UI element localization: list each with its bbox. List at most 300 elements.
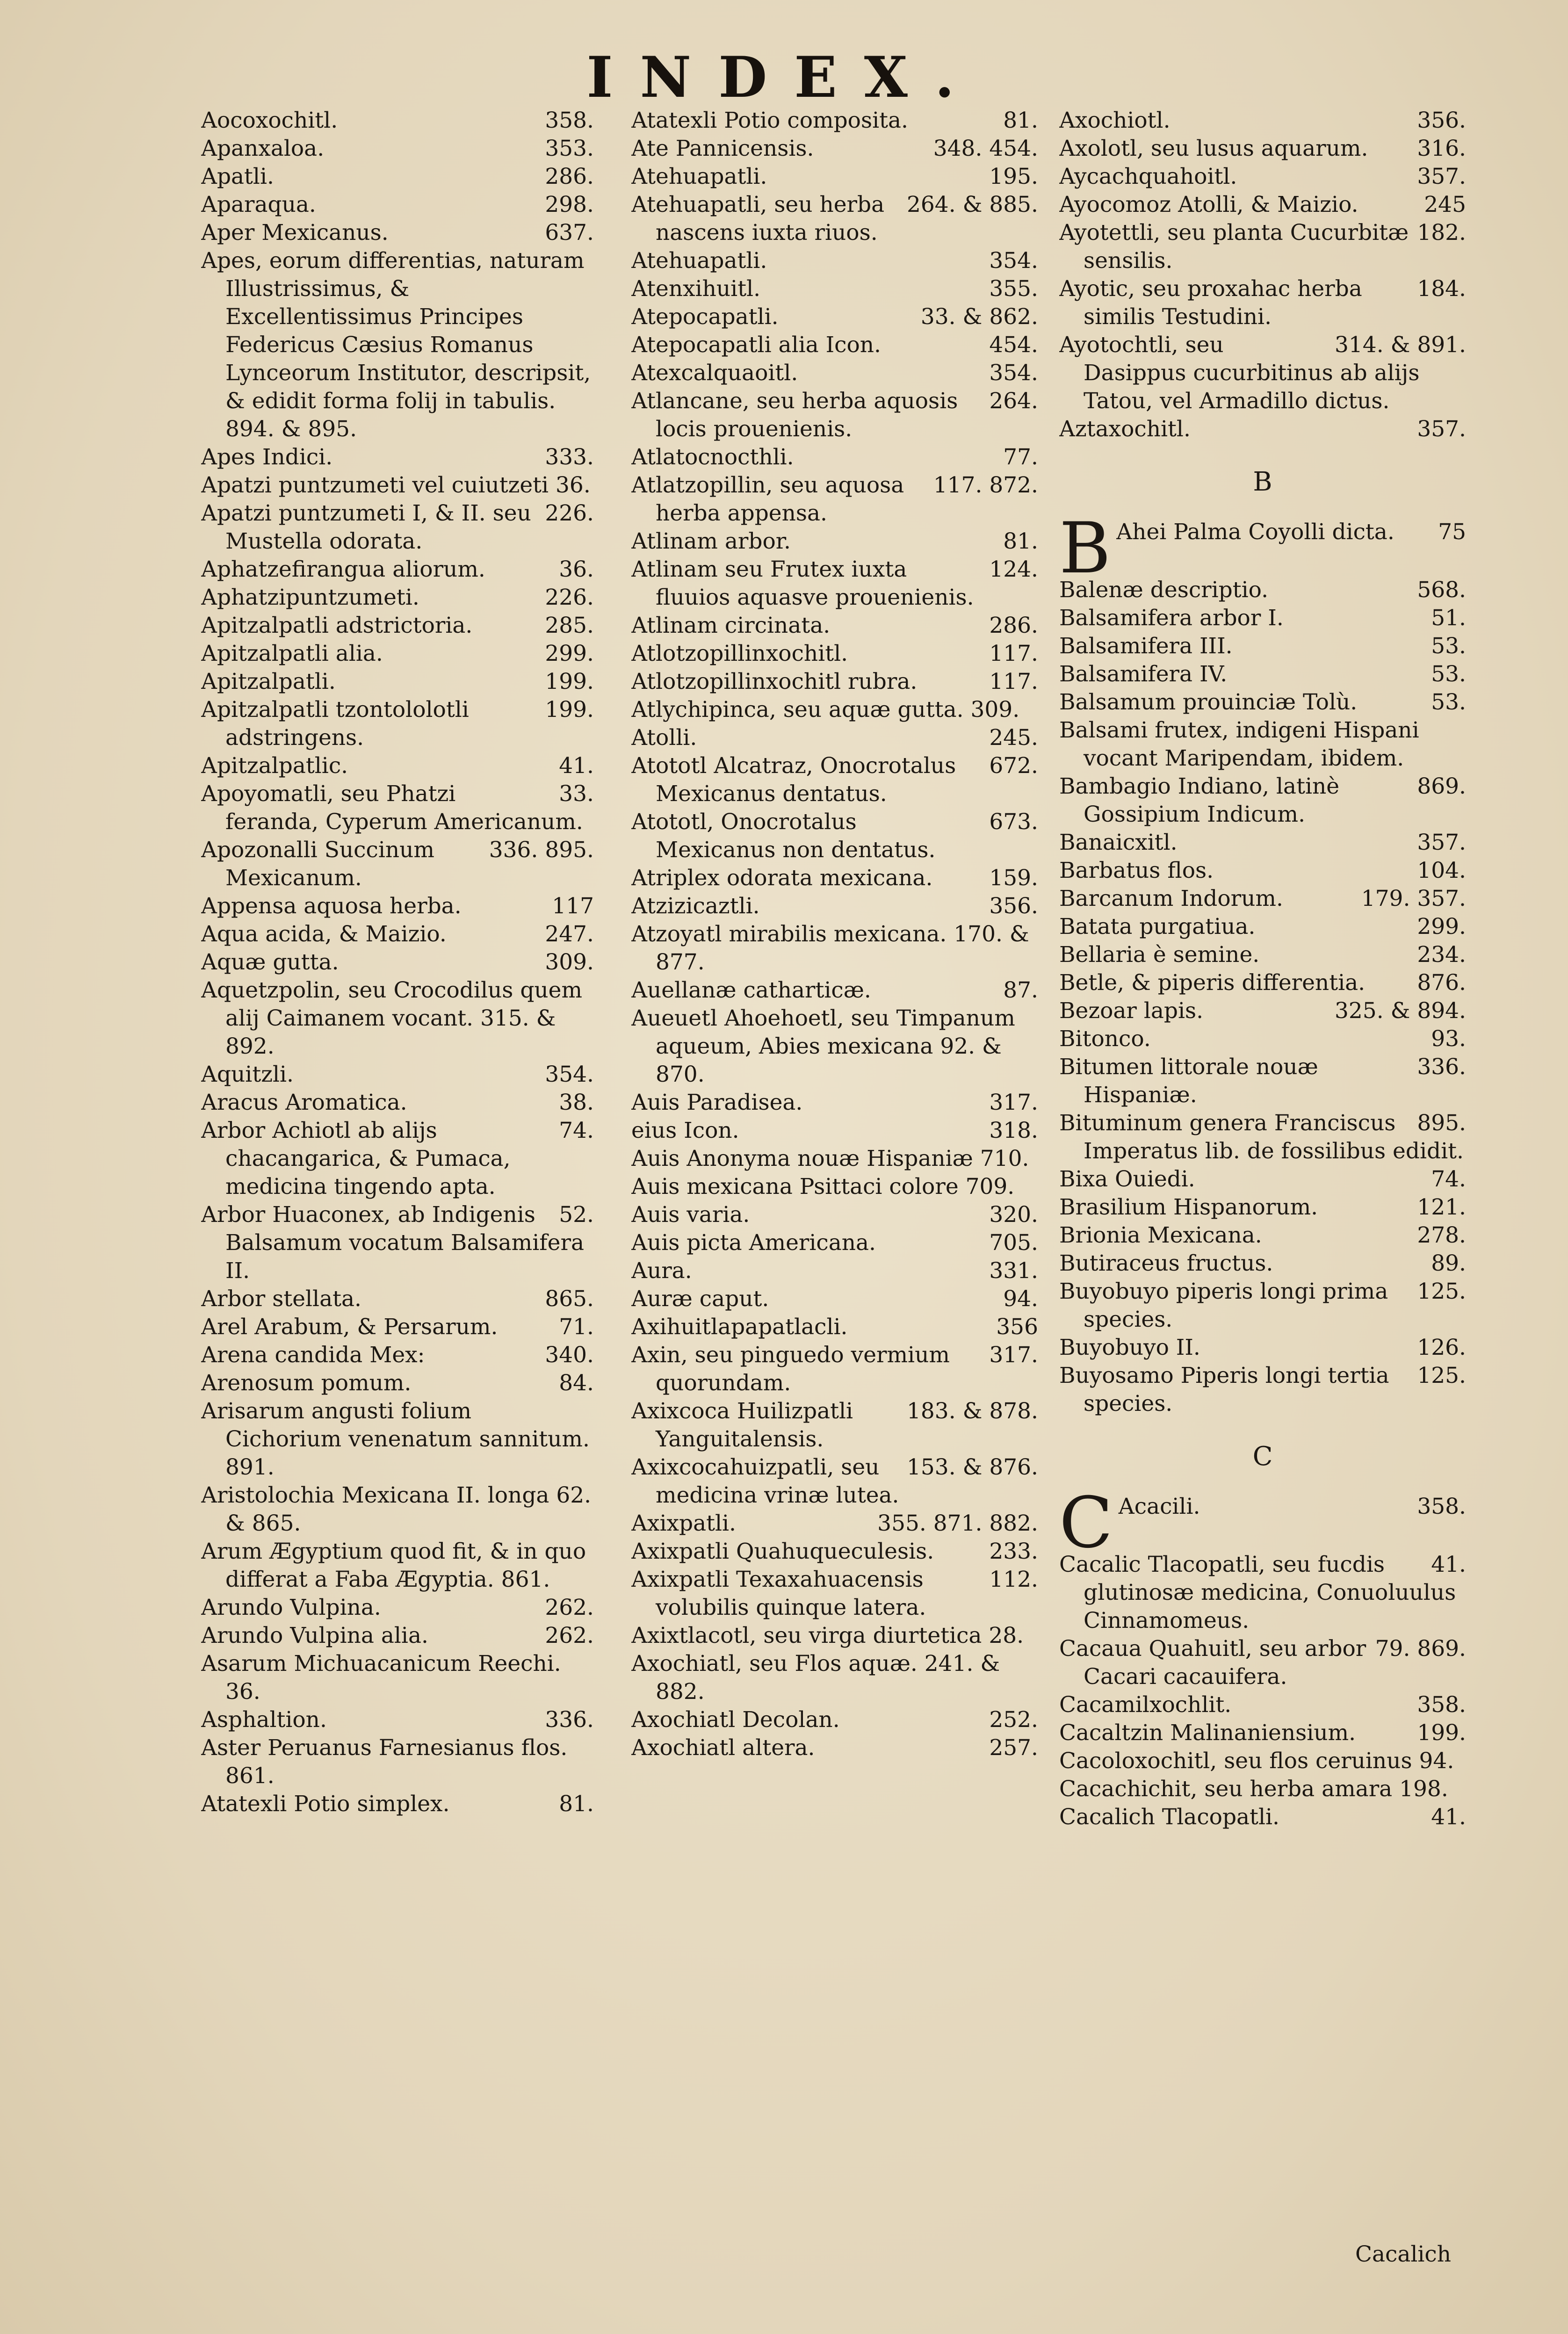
- page-reference: 71.: [559, 1314, 594, 1340]
- index-entry: [1059, 331, 1466, 415]
- drop-cap: B: [1059, 508, 1111, 589]
- index-entry: [1059, 1362, 1466, 1418]
- page-reference: 226.: [545, 500, 594, 526]
- index-entry: [201, 191, 594, 219]
- page-reference: 286.: [545, 164, 594, 189]
- entry-term: Cacamilxochlit.: [1059, 1692, 1232, 1718]
- entry-term: Ayotochtli, seu Dasippus cucurbitinus ab alijs Tatou, vel Armadillo dictus.: [1059, 332, 1420, 414]
- page-reference: 41.: [1431, 1552, 1466, 1577]
- page-reference: 637.: [545, 220, 594, 246]
- index-entry: [201, 1341, 594, 1369]
- index-entry: [1059, 773, 1466, 829]
- entry-term: Bezoar lapis.: [1059, 998, 1204, 1024]
- index-entry: [201, 135, 594, 163]
- entry-term: Aquitzli.: [201, 1062, 294, 1087]
- index-entry: [1059, 1719, 1466, 1747]
- page-reference: 316.: [1417, 136, 1466, 161]
- page-reference: 117.: [989, 669, 1038, 694]
- page-reference: 348. 454.: [933, 136, 1038, 161]
- entry-term: Bellaria è semine.: [1059, 942, 1260, 968]
- index-entry: [631, 1650, 1038, 1706]
- entry-term: Atlinam arbor.: [631, 528, 791, 554]
- page-reference: 75: [1438, 519, 1466, 545]
- index-entry: [1059, 1775, 1466, 1803]
- page-reference: 355.: [989, 276, 1038, 302]
- entry-term: Atlychipinca, seu aquæ gutta. 309.: [631, 697, 1020, 723]
- entry-term: Axochiatl Decolan.: [631, 1707, 840, 1733]
- index-entry: [201, 752, 594, 780]
- page-reference: 233.: [989, 1539, 1038, 1564]
- page-reference: 77.: [1003, 444, 1038, 470]
- page-reference: 52.: [559, 1202, 594, 1228]
- page-reference: 454.: [989, 332, 1038, 358]
- index-entry: [631, 976, 1038, 1004]
- entry-term: Aura.: [631, 1258, 692, 1284]
- page-reference: 672.: [989, 753, 1038, 779]
- index-entry: [631, 1004, 1038, 1089]
- entry-term: Betle, & piperis differentia.: [1059, 970, 1366, 996]
- page-reference: 112.: [989, 1567, 1038, 1592]
- index-entry: [201, 976, 594, 1061]
- index-entry: [201, 471, 594, 499]
- page-reference: 79. 869.: [1375, 1636, 1466, 1662]
- page-reference: 199.: [545, 669, 594, 694]
- page-reference: 84.: [559, 1370, 594, 1396]
- index-entry: [631, 864, 1038, 892]
- page-reference: 317.: [989, 1090, 1038, 1115]
- entry-term: Axixpatli.: [631, 1510, 736, 1536]
- entry-term: Balsamifera IV.: [1059, 661, 1228, 687]
- index-entry: [201, 780, 594, 836]
- index-entry: [1059, 1278, 1466, 1334]
- entry-term: Arbor Achiotl ab alijs chacangarica, & Pumaca, medicina tingendo apta.: [201, 1118, 511, 1200]
- index-entry: [1059, 1482, 1466, 1564]
- index-column-3: [1059, 107, 1466, 2286]
- entry-term: Arundo Vulpina.: [201, 1595, 381, 1620]
- entry-term: Atriplex odorata mexicana.: [631, 865, 933, 891]
- entry-term: Cacaltzin Malinaniensium.: [1059, 1720, 1356, 1746]
- page-reference: 184.: [1417, 276, 1466, 302]
- index-entry: [201, 1313, 594, 1341]
- index-entry: [631, 163, 1038, 191]
- index-entry: [631, 892, 1038, 920]
- page-reference: 41.: [1431, 1804, 1466, 1830]
- index-entry: [1059, 857, 1466, 885]
- entry-term: Arenosum pomum.: [201, 1370, 412, 1396]
- entry-term: Atolli.: [631, 725, 697, 751]
- index-entry: [201, 612, 594, 640]
- index-entry: [1059, 1109, 1466, 1165]
- entry-term: Cacoloxochitl, seu flos ceruinus 94.: [1059, 1748, 1454, 1774]
- entry-term: Apes Indici.: [201, 444, 333, 470]
- index-entry: [201, 948, 594, 976]
- entry-term: Aqua acida, & Maizio.: [201, 921, 447, 947]
- entry-term: Atlinam circinata.: [631, 613, 831, 638]
- index-entry: [631, 556, 1038, 612]
- entry-term: Balenæ descriptio.: [1059, 577, 1269, 603]
- entry-term: Atehuapatli.: [631, 164, 767, 189]
- index-entry: [1059, 576, 1466, 604]
- entry-term: Appensa aquosa herba.: [201, 893, 462, 919]
- entry-term: Arena candida Mex:: [201, 1342, 425, 1368]
- index-entry: [1059, 275, 1466, 331]
- index-entry: [631, 135, 1038, 163]
- entry-term: Arisarum angusti folium Cichorium venenatum sannitum. 891.: [201, 1398, 590, 1480]
- entry-term: Aracus Aromatica.: [201, 1090, 407, 1115]
- index-entry: [631, 1538, 1038, 1566]
- page-reference: 358.: [1417, 1494, 1466, 1519]
- index-entry: [201, 696, 594, 752]
- index-entry: [631, 359, 1038, 387]
- entry-term: Balsamifera arbor I.: [1059, 605, 1284, 631]
- entry-term: Atlancane, seu herba aquosis locis prouenienis.: [631, 388, 958, 442]
- page-reference: 336. 895.: [489, 837, 594, 863]
- entry-term: Atototl Alcatraz, Onocrotalus Mexicanus dentatus.: [631, 753, 956, 807]
- entry-term: Ahei Palma Coyolli dicta.: [1116, 519, 1395, 545]
- index-entry: [1059, 969, 1466, 997]
- index-entry: [1059, 829, 1466, 857]
- entry-term: Apanxaloa.: [201, 136, 325, 161]
- index-entry: [201, 668, 594, 696]
- page-reference: 298.: [545, 192, 594, 217]
- index-entry: [631, 303, 1038, 331]
- page-reference: 53.: [1431, 689, 1466, 715]
- entry-term: Apes, eorum differentias, naturam Illustrissimus, & Excellentissimus Principes Federicus Cæsius Romanus Lynceorum Institutor, descripsit, & edidit forma folij in tabulis. 894. & 895.: [201, 248, 591, 442]
- page-reference: 353.: [545, 136, 594, 161]
- entry-term: Arbor stellata.: [201, 1286, 361, 1312]
- entry-term: eius Icon.: [631, 1118, 739, 1143]
- index-entry: [631, 668, 1038, 696]
- entry-term: Bituminum genera Franciscus Imperatus lib. de fossilibus edidit.: [1059, 1110, 1464, 1164]
- entry-term: Buyosamo Piperis longi tertia species.: [1059, 1363, 1389, 1416]
- page-reference: 124.: [989, 556, 1038, 582]
- entry-term: Axochiatl altera.: [631, 1735, 815, 1761]
- index-entry: [1059, 1193, 1466, 1221]
- index-entry: [631, 1341, 1038, 1397]
- page-reference: 195.: [989, 164, 1038, 189]
- page-reference: 245: [1424, 192, 1466, 217]
- entry-term: Bitonco.: [1059, 1026, 1151, 1052]
- entry-term: Ayocomoz Atolli, & Maizio.: [1059, 192, 1358, 217]
- entry-term: Axixpatli Quahuqueculesis.: [631, 1539, 934, 1564]
- page-reference: 183. & 878.: [906, 1398, 1038, 1424]
- entry-term: Bitumen littorale nouæ Hispaniæ.: [1059, 1054, 1318, 1108]
- index-entry: [1059, 135, 1466, 163]
- page-reference: 331.: [989, 1258, 1038, 1284]
- entry-term: Auis mexicana Psittaci colore 709.: [631, 1174, 1015, 1200]
- entry-term: Asphaltion.: [201, 1707, 327, 1733]
- page-reference: 89.: [1431, 1250, 1466, 1276]
- index-entry: [631, 275, 1038, 303]
- page-reference: 336.: [1417, 1054, 1466, 1080]
- index-entry: [631, 612, 1038, 640]
- page-reference: 53.: [1431, 661, 1466, 687]
- index-entry: [1059, 163, 1466, 191]
- index-entry: [201, 1397, 594, 1481]
- page-reference: 318.: [989, 1118, 1038, 1143]
- entry-term: Axochiatl, seu Flos aquæ. 241. & 882.: [631, 1651, 1000, 1705]
- index-entry: [201, 1201, 594, 1285]
- entry-term: Atepocapatli alia Icon.: [631, 332, 881, 358]
- index-entry: [631, 920, 1038, 976]
- entry-term: Apatli.: [201, 164, 274, 189]
- entry-term: Atzoyatl mirabilis mexicana. 170. & 877.: [631, 921, 1029, 975]
- page-reference: 182.: [1417, 220, 1466, 246]
- index-entry: [1059, 1691, 1466, 1719]
- index-entry: [631, 1117, 1038, 1145]
- entry-term: Axixpatli Texaxahuacensis volubilis quinque latera.: [631, 1567, 926, 1620]
- page-reference: 117.: [989, 641, 1038, 666]
- entry-term: Aparaqua.: [201, 192, 316, 217]
- entry-term: Atatexli Potio simplex.: [201, 1791, 450, 1817]
- index-entry: [1059, 219, 1466, 275]
- index-entry: [201, 163, 594, 191]
- entry-term: Bixa Ouiedi.: [1059, 1166, 1195, 1192]
- entry-term: Axixcoca Huilizpatli Yanguitalensis.: [631, 1398, 853, 1452]
- page-reference: 117. 872.: [933, 472, 1038, 498]
- index-entry: [201, 1734, 594, 1790]
- index-entry: [631, 808, 1038, 864]
- entry-term: Atehuapatli.: [631, 248, 767, 274]
- entry-term: Ate Pannicensis.: [631, 136, 814, 161]
- index-entry: [1059, 716, 1466, 773]
- index-entry: [1059, 1025, 1466, 1053]
- page-reference: 104.: [1417, 858, 1466, 883]
- index-entry: [1059, 1165, 1466, 1193]
- index-entry: [1059, 1250, 1466, 1278]
- page-reference: 125.: [1417, 1279, 1466, 1304]
- index-entry: [631, 527, 1038, 556]
- index-entry: [1059, 1334, 1466, 1362]
- entry-term: Atlatzopillin, seu aquosa herba appensa.: [631, 472, 904, 526]
- entry-term: Barcanum Indorum.: [1059, 886, 1283, 911]
- page-reference: 199.: [545, 697, 594, 723]
- index-entry: [1059, 688, 1466, 716]
- page-reference: 121.: [1417, 1194, 1466, 1220]
- page-reference: 38.: [559, 1090, 594, 1115]
- index-entry: [631, 1397, 1038, 1453]
- index-entry: [631, 1257, 1038, 1285]
- entry-term: Apatzi puntzumeti vel cuiutzeti 36.: [201, 472, 591, 498]
- page-reference: 247.: [545, 921, 594, 947]
- entry-term: Arundo Vulpina alia.: [201, 1623, 428, 1648]
- entry-term: Buyobuyo II.: [1059, 1335, 1200, 1360]
- page-reference: 81.: [559, 1791, 594, 1817]
- index-entry: [201, 1481, 594, 1538]
- entry-term: Atexcalquaoitl.: [631, 360, 798, 386]
- page-reference: 317.: [989, 1342, 1038, 1368]
- page-reference: 36.: [559, 556, 594, 582]
- index-entry: [201, 1622, 594, 1650]
- entry-term: Apatzi puntzumeti I, & II. seu Mustella odorata.: [201, 500, 531, 554]
- index-entry: [1059, 1803, 1466, 1831]
- index-entry: [631, 1734, 1038, 1762]
- page-reference: 354.: [545, 1062, 594, 1087]
- entry-term: Brionia Mexicana.: [1059, 1222, 1262, 1248]
- entry-term: Atlotzopillinxochitl rubra.: [631, 669, 918, 694]
- page-reference: 286.: [989, 613, 1038, 638]
- index-entry: [1059, 415, 1466, 443]
- index-entry: [201, 219, 594, 247]
- page-reference: 865.: [545, 1286, 594, 1312]
- page-reference: 299.: [1417, 914, 1466, 939]
- entry-term: Auellanæ catharticæ.: [631, 977, 871, 1003]
- page-reference: 94.: [1003, 1286, 1038, 1312]
- index-entry: [201, 836, 594, 892]
- index-entry: [631, 331, 1038, 359]
- entry-term: Atlinam seu Frutex iuxta fluuios aquasve prouenienis.: [631, 556, 974, 610]
- index-column-1: [201, 107, 594, 2286]
- entry-term: Arum Ægyptium quod fit, & in quo differat a Faba Ægyptia. 861.: [201, 1539, 586, 1592]
- page-reference: 278.: [1417, 1222, 1466, 1248]
- index-entry: [201, 1089, 594, 1117]
- page-reference: 234.: [1417, 942, 1466, 968]
- page-reference: 81.: [1003, 528, 1038, 554]
- index-entry: [631, 696, 1038, 724]
- entry-term: Apoyomatli, seu Phatzi feranda, Cyperum Americanum.: [201, 781, 583, 835]
- entry-term: Ayotic, seu proxahac herba similis Testudini.: [1059, 276, 1362, 330]
- page-reference: 33.: [559, 781, 594, 807]
- index-entry: [201, 556, 594, 584]
- index-entry: [631, 752, 1038, 808]
- index-entry: [1059, 885, 1466, 913]
- page-title: INDEX.: [586, 44, 982, 110]
- entry-term: Aquetzpolin, seu Crocodilus quem alij Caimanem vocant. 315. & 892.: [201, 977, 583, 1059]
- page-reference: 125.: [1417, 1363, 1466, 1388]
- entry-term: Apitzalpatli tzontololotli adstringens.: [201, 697, 469, 751]
- entry-term: Acacili.: [1118, 1494, 1200, 1519]
- index-entry: [631, 1201, 1038, 1229]
- index-entry: [201, 1650, 594, 1706]
- entry-term: Atlatocnocthli.: [631, 444, 794, 470]
- index-entry: [631, 443, 1038, 471]
- page-reference: 314. & 891.: [1334, 332, 1466, 358]
- index-entry: [201, 499, 594, 556]
- page-reference: 357.: [1417, 416, 1466, 442]
- entry-term: Aphatzipuntzumeti.: [201, 585, 419, 610]
- page-reference: 320.: [989, 1202, 1038, 1228]
- page-reference: 179. 357.: [1361, 886, 1466, 911]
- index-entry: [201, 1117, 594, 1201]
- page-reference: 74.: [1431, 1166, 1466, 1192]
- page-reference: 93.: [1431, 1026, 1466, 1052]
- entry-term: Auis varia.: [631, 1202, 750, 1228]
- entry-term: Apitzalpatli adstrictoria.: [201, 613, 473, 638]
- page-reference: 358.: [1417, 1692, 1466, 1718]
- page-reference: 568.: [1417, 577, 1466, 603]
- index-entry: [1059, 1221, 1466, 1250]
- page-reference: 869.: [1417, 773, 1466, 799]
- page-reference: 264. & 885.: [906, 192, 1038, 217]
- entry-term: Asarum Michuacanicum Reechi. 36.: [201, 1651, 561, 1705]
- index-entry: [201, 892, 594, 920]
- section-heading-c: C: [1252, 1441, 1273, 1472]
- entry-term: Axin, seu pinguedo vermium quorundam.: [631, 1342, 950, 1396]
- index-entry: [631, 1706, 1038, 1734]
- entry-term: Brasilium Hispanorum.: [1059, 1194, 1318, 1220]
- entry-term: Atehuapatli, seu herba nascens iuxta riuos.: [631, 192, 885, 246]
- index-entry: [631, 1145, 1038, 1173]
- index-entry: [1059, 997, 1466, 1025]
- entry-term: Auræ caput.: [631, 1286, 769, 1312]
- page-reference: 81.: [1003, 108, 1038, 133]
- entry-term: Aztaxochitl.: [1059, 416, 1191, 442]
- page-reference: 53.: [1431, 633, 1466, 659]
- entry-term: Aphatzefirangua aliorum.: [201, 556, 485, 582]
- entry-term: Banaicxitl.: [1059, 830, 1178, 855]
- entry-term: Axixcocahuizpatli, seu medicina vrinæ lutea.: [631, 1454, 899, 1508]
- entry-term: Axolotl, seu lusus aquarum.: [1059, 136, 1368, 161]
- entry-term: Balsami frutex, indigeni Hispani vocant Maripendam, ibidem.: [1059, 717, 1419, 771]
- entry-term: Aycachquahoitl.: [1059, 164, 1237, 189]
- entry-term: Apitzalpatli alia.: [201, 641, 383, 666]
- page-reference: 336.: [545, 1707, 594, 1733]
- page-reference: 333.: [545, 444, 594, 470]
- index-entry: [631, 1510, 1038, 1538]
- entry-term: Balsamum prouinciæ Tolù.: [1059, 689, 1358, 715]
- entry-term: Cacalich Tlacopatli.: [1059, 1804, 1279, 1830]
- page-reference: 355. 871. 882.: [877, 1510, 1038, 1536]
- index-entry: [201, 1285, 594, 1313]
- page-reference: 876.: [1417, 970, 1466, 996]
- index-entry: [631, 387, 1038, 443]
- entry-term: Cacachichit, seu herba amara 198.: [1059, 1776, 1448, 1802]
- page-reference: 285.: [545, 613, 594, 638]
- index-entry: [631, 107, 1038, 135]
- page-reference: 299.: [545, 641, 594, 666]
- page-reference: 358.: [545, 108, 594, 133]
- page-reference: 354.: [989, 248, 1038, 274]
- page-reference: 126.: [1417, 1335, 1466, 1360]
- entry-term: Apitzalpatlic.: [201, 753, 348, 779]
- index-entry: [1059, 1551, 1466, 1635]
- page-reference: 895.: [1417, 1110, 1466, 1136]
- index-entry: [201, 107, 594, 135]
- entry-term: Atlotzopillinxochitl.: [631, 641, 848, 666]
- entry-term: Barbatus flos.: [1059, 858, 1214, 883]
- index-entry: [1059, 913, 1466, 941]
- entry-term: Cacalic Tlacopatli, seu fucdis glutinosæ medicina, Conuoluulus Cinnamomeus.: [1059, 1552, 1456, 1633]
- index-entry: [201, 920, 594, 948]
- entry-term: Aster Peruanus Farnesianus flos. 861.: [201, 1735, 568, 1789]
- index-entry: [1059, 1635, 1466, 1691]
- index-entry: [631, 471, 1038, 527]
- index-entry: [631, 1229, 1038, 1257]
- entry-term: Axixtlacotl, seu virga diurtetica 28.: [631, 1623, 1024, 1648]
- index-entry: [1059, 941, 1466, 969]
- index-entry: [201, 1538, 594, 1594]
- entry-term: Ayotettli, seu planta Cucurbitæ sensilis.: [1059, 220, 1409, 274]
- entry-term: Aper Mexicanus.: [201, 220, 389, 246]
- entry-term: Bambagio Indiano, latinè Gossipium Indicum.: [1059, 773, 1340, 827]
- index-entry: [631, 1622, 1038, 1650]
- index-entry: [1059, 191, 1466, 219]
- index-entry: [631, 191, 1038, 247]
- page-reference: 199.: [1417, 1720, 1466, 1746]
- page-reference: 51.: [1431, 605, 1466, 631]
- index-entry: [631, 1313, 1038, 1341]
- page-reference: 325. & 894.: [1334, 998, 1466, 1024]
- index-entry: [631, 724, 1038, 752]
- entry-term: Arel Arabum, & Persarum.: [201, 1314, 498, 1340]
- page-reference: 226.: [545, 585, 594, 610]
- index-entry: [1059, 1747, 1466, 1775]
- page-reference: 33. & 862.: [920, 304, 1038, 330]
- index-entry: [631, 1453, 1038, 1510]
- index-entry: [631, 1173, 1038, 1201]
- entry-term: Aquæ gutta.: [201, 949, 339, 975]
- page-reference: 117: [552, 893, 594, 919]
